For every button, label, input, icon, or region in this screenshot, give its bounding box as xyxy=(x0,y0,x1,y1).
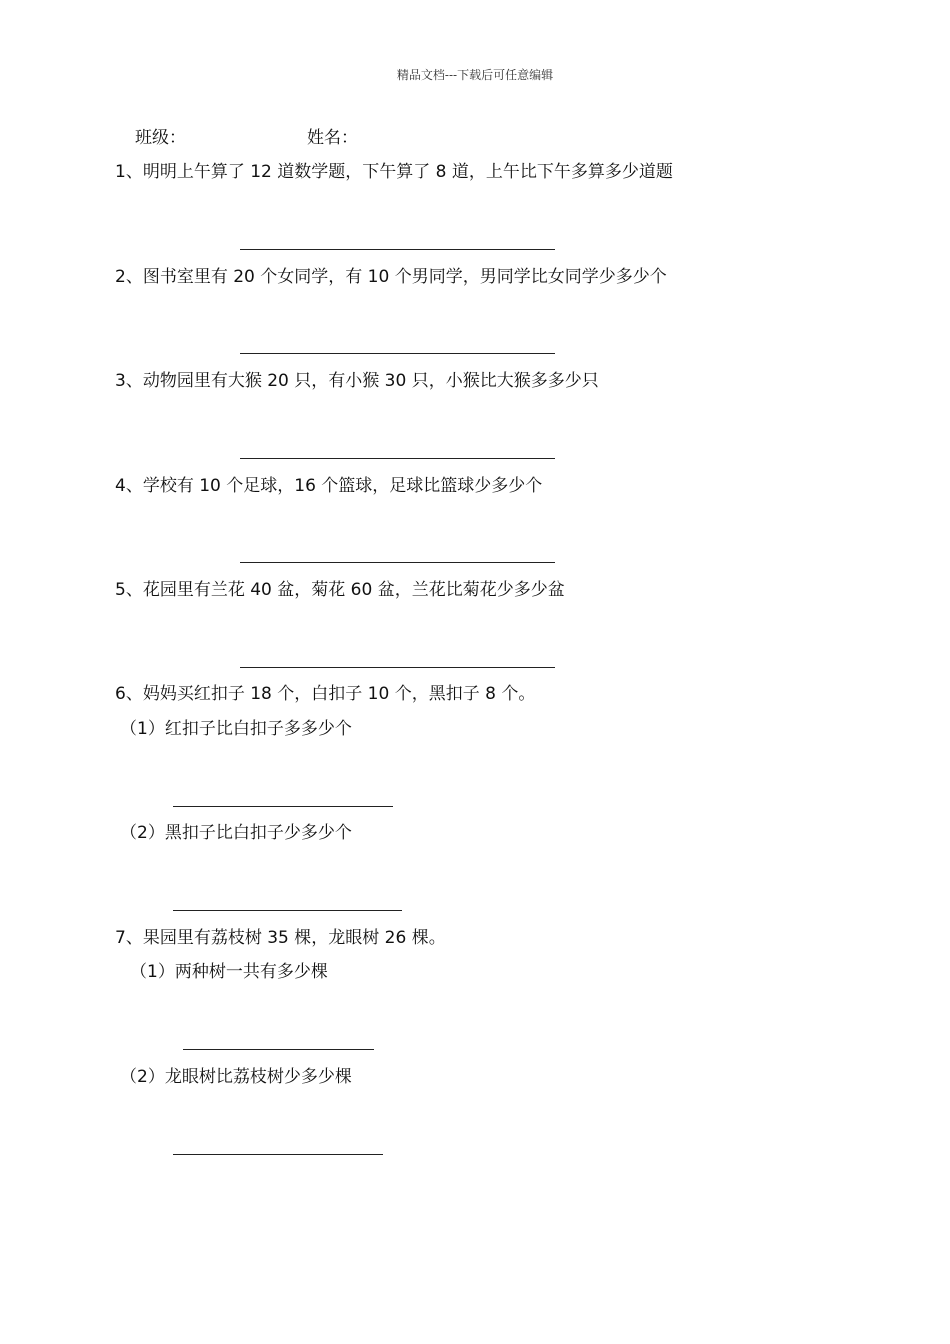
answer-line-3[interactable] xyxy=(240,458,555,459)
question-5: 5、花园里有兰花 40 盆，菊花 60 盆，兰花比菊花少多少盆 xyxy=(115,580,565,600)
answer-line-6-1[interactable] xyxy=(173,806,393,807)
question-3: 3、动物园里有大猴 20 只，有小猴 30 只，小猴比大猴多多少只 xyxy=(115,371,599,391)
question-6-sub-2: （2）黑扣子比白扣子少多少个 xyxy=(120,823,352,843)
question-7: 7、果园里有荔枝树 35 棵，龙眼树 26 棵。 xyxy=(115,928,446,948)
question-2: 2、图书室里有 20 个女同学，有 10 个男同学，男同学比女同学少多少个 xyxy=(115,267,667,287)
question-1: 1、明明上午算了 12 道数学题，下午算了 8 道，上午比下午多算多少道题 xyxy=(115,162,673,182)
question-6: 6、妈妈买红扣子 18 个，白扣子 10 个，黑扣子 8 个。 xyxy=(115,684,536,704)
question-6-sub-1: （1）红扣子比白扣子多多少个 xyxy=(120,719,352,739)
answer-line-2[interactable] xyxy=(240,353,555,354)
answer-line-1[interactable] xyxy=(240,249,555,250)
page-header: 精品文档---下载后可任意编辑 xyxy=(396,68,554,82)
question-7-sub-1: （1）两种树一共有多少棵 xyxy=(130,962,328,982)
answer-line-7-1[interactable] xyxy=(183,1049,374,1050)
answer-line-6-2[interactable] xyxy=(173,910,402,911)
question-4: 4、学校有 10 个足球，16 个篮球，足球比篮球少多少个 xyxy=(115,476,543,496)
answer-line-4[interactable] xyxy=(240,562,555,563)
class-label: 班级： xyxy=(135,128,186,148)
answer-line-5[interactable] xyxy=(240,667,555,668)
answer-line-7-2[interactable] xyxy=(173,1154,383,1155)
question-7-sub-2: （2）龙眼树比荔枝树少多少棵 xyxy=(120,1067,352,1087)
name-label: 姓名： xyxy=(307,128,358,148)
